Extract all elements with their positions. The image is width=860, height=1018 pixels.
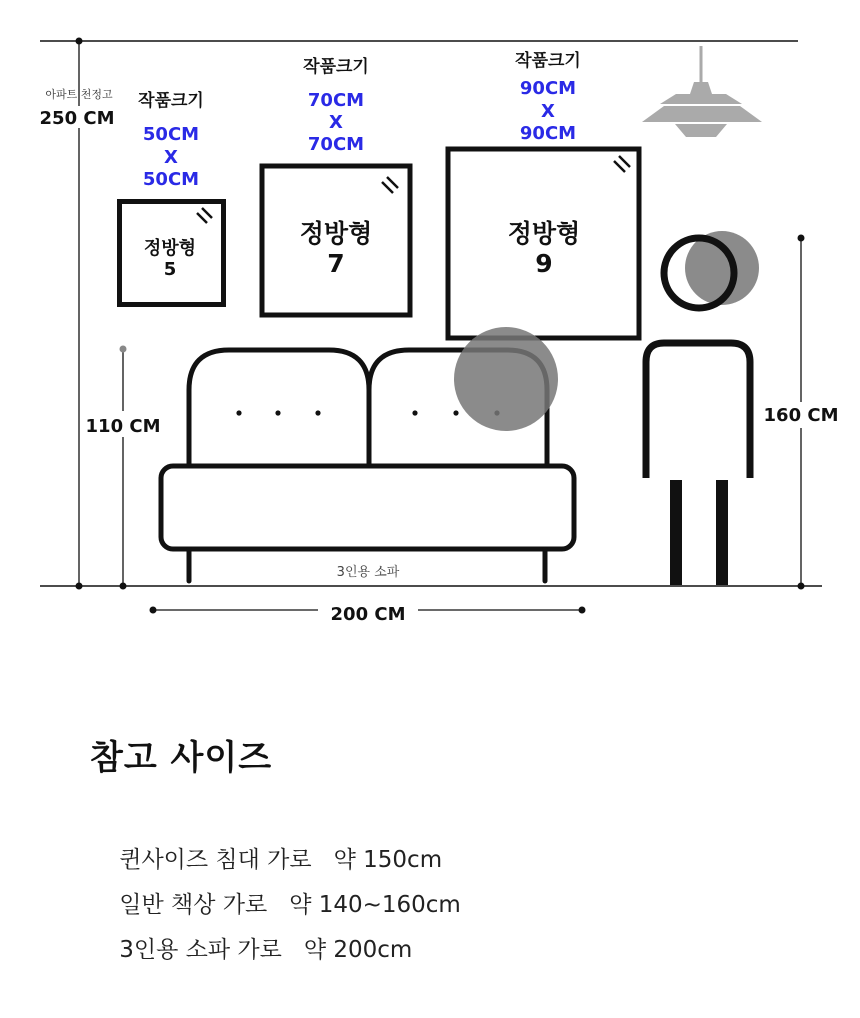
- frame-7-shape: 정방형: [299, 219, 373, 248]
- ceiling-label: 아파트 천정고: [45, 88, 113, 101]
- person-icon: [646, 231, 759, 585]
- frame-5-glare-icon: [197, 208, 212, 223]
- frame-5-shape: 정방형: [143, 238, 197, 259]
- frame-5-heading: 작품크기: [138, 91, 204, 111]
- reference-title: 참고 사이즈: [90, 738, 273, 778]
- frame-7-number: 7: [327, 249, 345, 278]
- frame-7-glare-icon: [382, 177, 398, 193]
- frame-9-heading: 작품크기: [515, 51, 581, 71]
- frame-5-width: 50CM: [142, 124, 200, 145]
- frame-7-width: 70CM: [307, 90, 365, 111]
- person-height-dimension: [762, 235, 840, 590]
- frame-7-x: X: [329, 112, 343, 133]
- sofa-width-dimension: [150, 598, 586, 625]
- pendant-lamp-icon: [642, 46, 762, 137]
- ceiling-height-dimension: [34, 38, 120, 590]
- frame-7-heading: 작품크기: [303, 57, 369, 77]
- reference-item-value: 약 200cm: [303, 937, 413, 963]
- reference-row: [90, 793, 790, 873]
- frame-9-width: 90CM: [519, 78, 577, 99]
- frame-9: [448, 50, 639, 338]
- reference-item-name: 3인용 소파 가로: [119, 937, 282, 963]
- reference-item-name: 퀸사이즈 침대 가로: [119, 847, 312, 873]
- sofa-height-dimension: [82, 346, 164, 590]
- reference-item-value: 약 150cm: [333, 847, 443, 873]
- sofa-width-value: 200 CM: [330, 604, 406, 625]
- frame-9-shape: 정방형: [507, 219, 581, 248]
- frame-5-number: 5: [163, 259, 177, 280]
- sofa-label: 3인용 소파: [336, 565, 400, 580]
- frame-9-glare-icon: [614, 156, 630, 172]
- frame-9-height: 90CM: [519, 123, 577, 144]
- frame-5: [120, 90, 224, 305]
- frame-5-height: 50CM: [142, 169, 200, 190]
- frame-9-number: 9: [535, 249, 553, 278]
- sofa-shadow-circle: [454, 327, 558, 431]
- frame-7-height: 70CM: [307, 134, 365, 155]
- frame-5-x: X: [164, 147, 178, 168]
- reference-sizes-section: [90, 730, 790, 963]
- frame-9-x: X: [541, 101, 555, 122]
- ceiling-value: 250 CM: [39, 108, 115, 129]
- reference-item-value: 약 140~160cm: [289, 892, 461, 918]
- person-height-value: 160 CM: [763, 405, 839, 426]
- sofa-height-value: 110 CM: [85, 416, 161, 437]
- reference-item-name: 일반 책상 가로: [119, 892, 268, 918]
- frame-7: [262, 56, 410, 315]
